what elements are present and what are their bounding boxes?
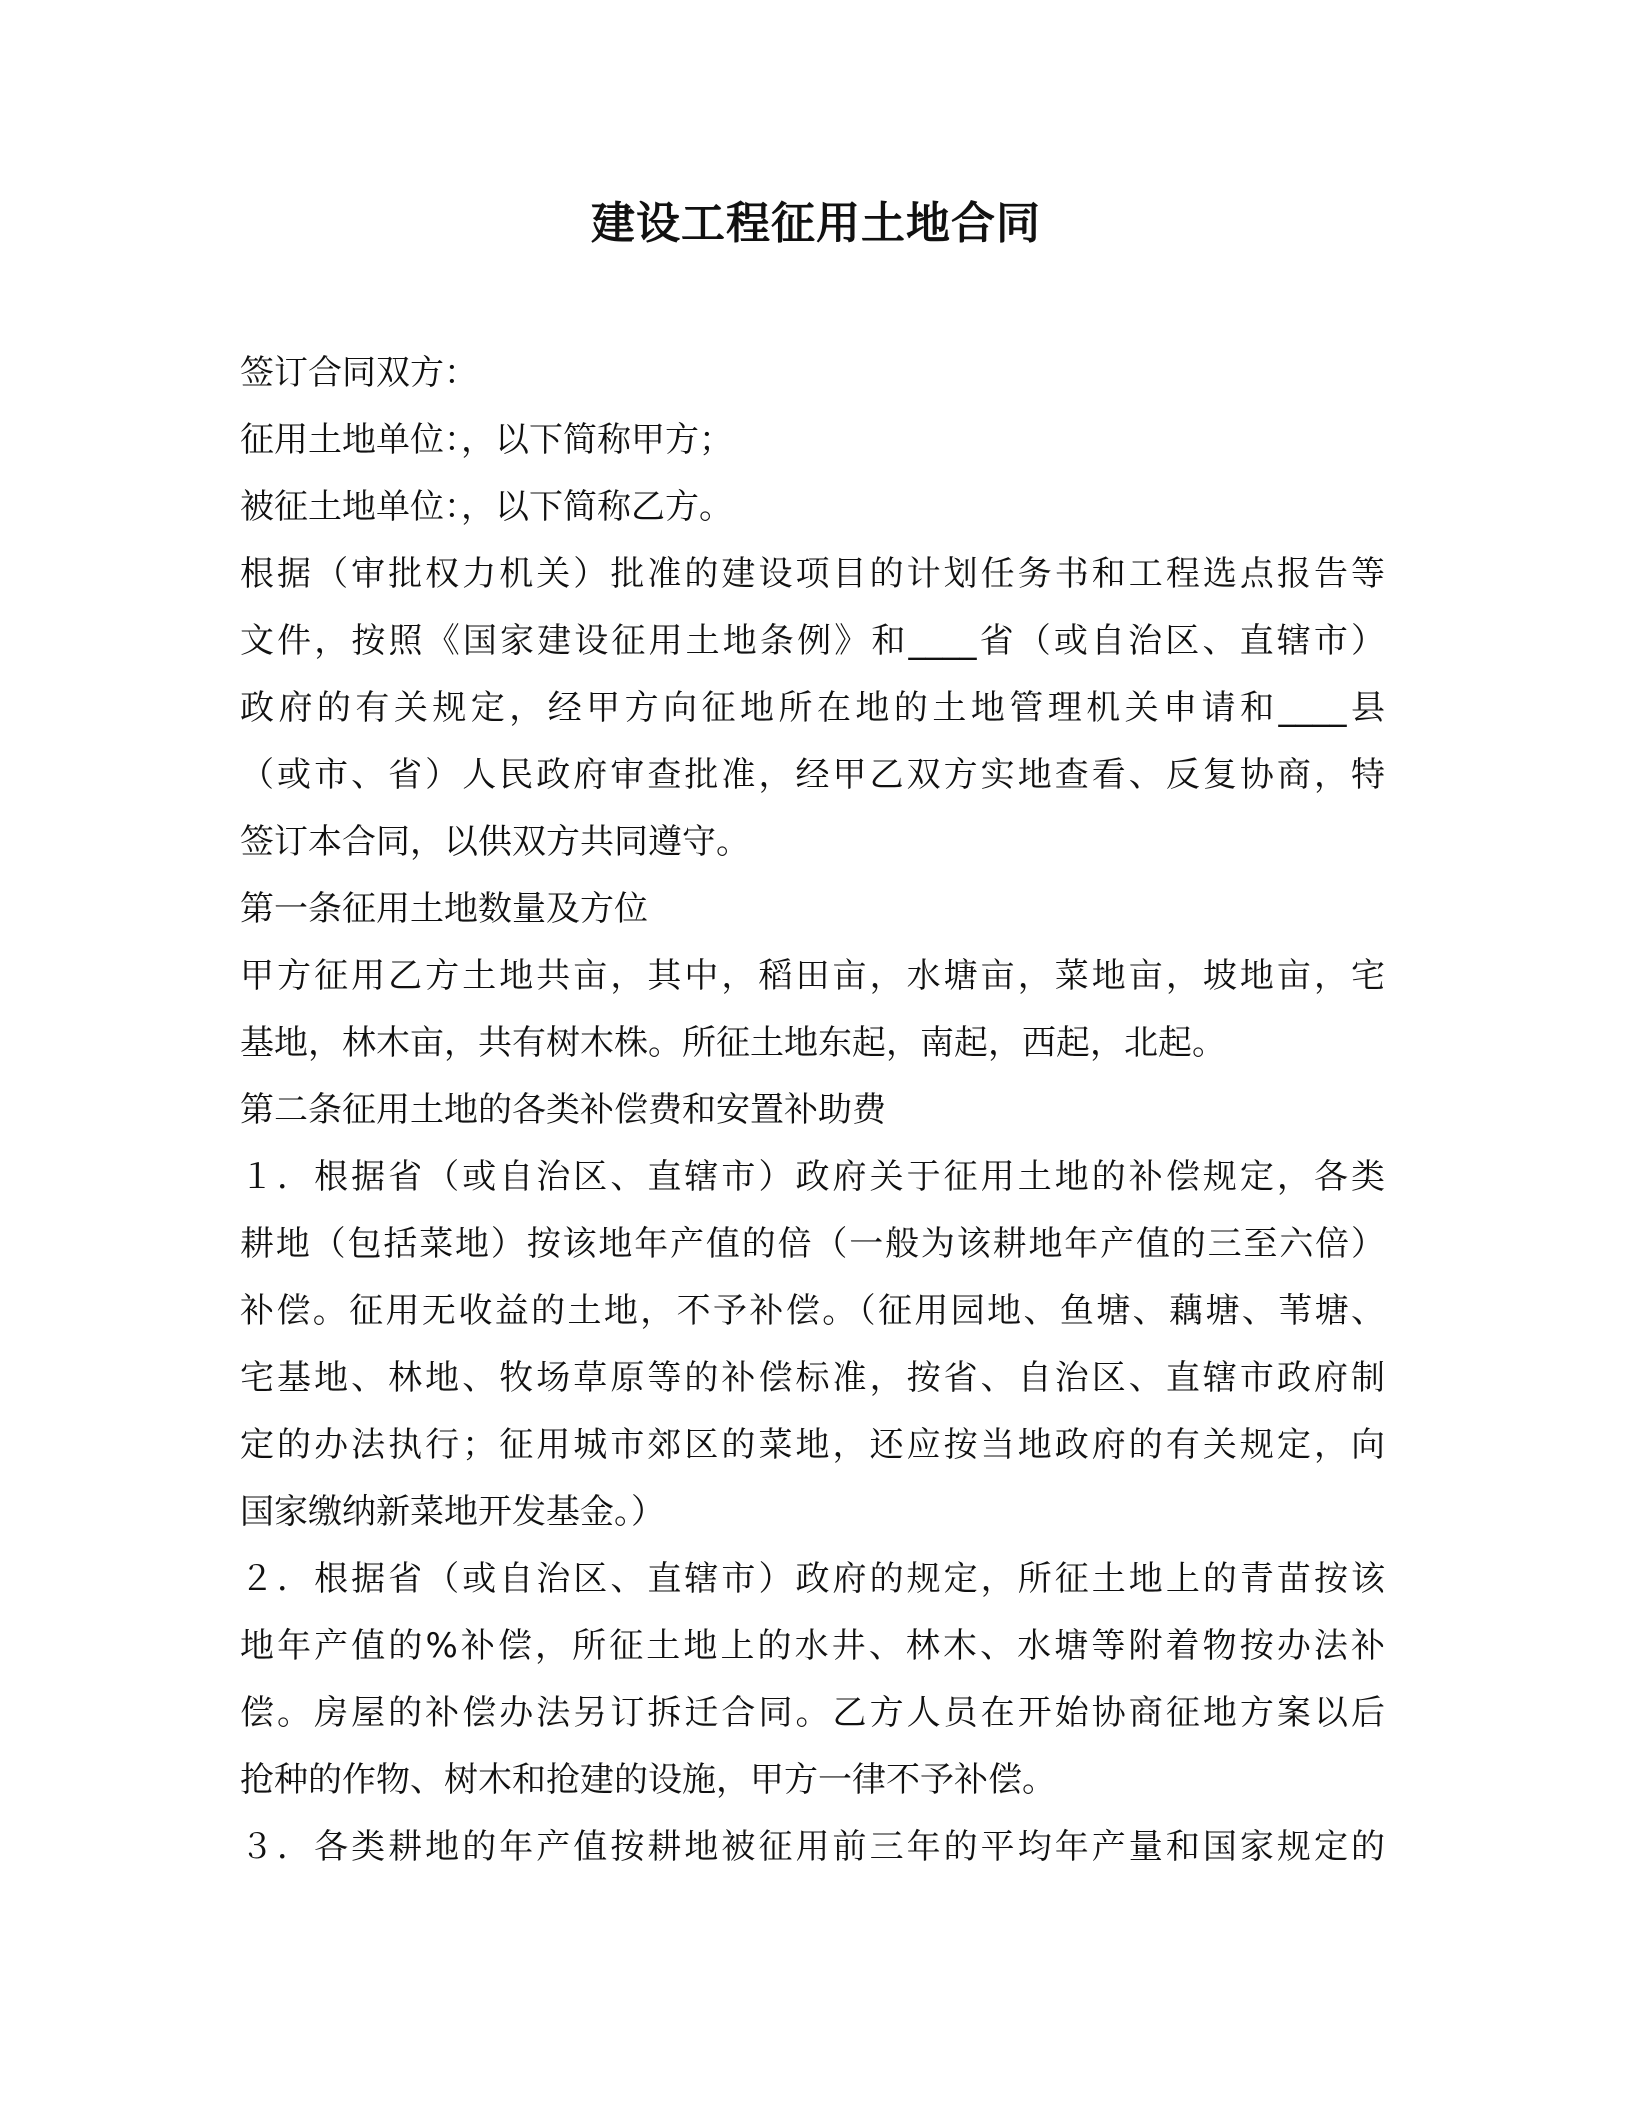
paragraph-line: 政府的有关规定，经甲方向征地所在地的土地管理机关申请和____县 — [240, 688, 1385, 728]
paragraph-line: 地年产值的%补偿，所征土地上的水井、林木、水塘等附着物按办法补 — [240, 1626, 1385, 1666]
paragraph-line: １．根据省（或自治区、直辖市）政府关于征用土地的补偿规定，各类 — [240, 1157, 1385, 1197]
paragraph-line: 偿。房屋的补偿办法另订拆迁合同。乙方人员在开始协商征地方案以后 — [240, 1693, 1385, 1733]
paragraph-line: 文件，按照《国家建设征用土地条例》和____省（或自治区、直辖市） — [240, 621, 1385, 661]
paragraph-line: 定的办法执行；征用城市郊区的菜地，还应按当地政府的有关规定，向 — [240, 1425, 1385, 1465]
paragraph-line: 耕地（包括菜地）按该地年产值的倍（一般为该耕地年产值的三至六倍） — [240, 1224, 1385, 1264]
paragraph-line: 国家缴纳新菜地开发基金。） — [240, 1492, 665, 1532]
section-heading: 第一条征用土地数量及方位 — [240, 889, 648, 929]
document-body — [240, 340, 1385, 1881]
section-heading: 第二条征用土地的各类补偿费和安置补助费 — [240, 1090, 886, 1130]
paragraph-line: 签订合同双方： — [240, 353, 478, 393]
paragraph-line: 签订本合同，以供双方共同遵守。 — [240, 822, 750, 862]
paragraph-line: 补偿。征用无收益的土地，不予补偿。（征用园地、鱼塘、藕塘、苇塘、 — [240, 1291, 1385, 1331]
paragraph-line: （或市、省）人民政府审查批准，经甲乙双方实地查看、反复协商，特 — [240, 755, 1385, 795]
paragraph-line: 宅基地、林地、牧场草原等的补偿标准，按省、自治区、直辖市政府制 — [240, 1358, 1385, 1398]
paragraph-line: 基地，林木亩，共有树木株。所征土地东起，南起，西起，北起。 — [240, 1023, 1226, 1063]
paragraph-line: 被征土地单位：，以下简称乙方。 — [240, 487, 733, 527]
paragraph-line: ３．各类耕地的年产值按耕地被征用前三年的平均年产量和国家规定的 — [240, 1827, 1385, 1867]
paragraph-line: 根据（审批权力机关）批准的建设项目的计划任务书和工程选点报告等 — [240, 554, 1385, 594]
paragraph-line: 征用土地单位：，以下简称甲方； — [240, 420, 733, 460]
paragraph-line: ２．根据省（或自治区、直辖市）政府的规定，所征土地上的青苗按该 — [240, 1559, 1385, 1599]
paragraph-line: 甲方征用乙方土地共亩，其中，稻田亩，水塘亩，菜地亩，坡地亩，宅 — [240, 956, 1385, 996]
document-title: 建设工程征用土地合同 — [591, 198, 1041, 249]
paragraph-line: 抢种的作物、树木和抢建的设施，甲方一律不予补偿。 — [240, 1760, 1056, 1800]
